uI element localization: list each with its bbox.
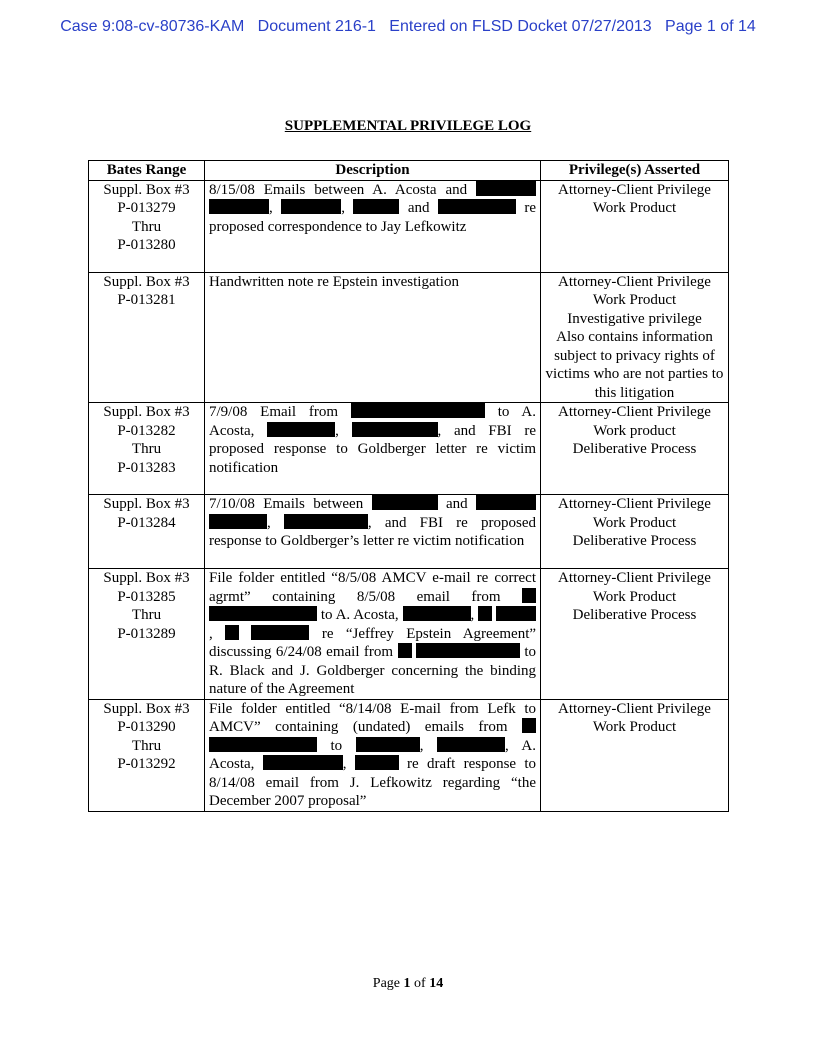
desc-text: Acosta,	[209, 422, 255, 439]
desc-line	[209, 403, 536, 422]
column-header-privilege: Privilege(s) Asserted	[541, 161, 729, 181]
desc-text: , A.	[504, 737, 536, 754]
bates-line: P-013281	[117, 292, 176, 308]
redaction-bar	[353, 199, 399, 214]
description-cell	[205, 569, 541, 700]
redaction-bar	[522, 588, 536, 603]
privilege-cell	[541, 495, 729, 569]
bates-line: P-013282	[117, 422, 176, 439]
redaction-bar	[225, 625, 239, 640]
desc-text: , and FBI re	[437, 422, 536, 439]
privilege-log-table	[88, 160, 729, 812]
table-row	[89, 569, 729, 700]
privilege-cell	[541, 403, 729, 495]
desc-text: ,	[341, 200, 345, 216]
desc-text: response to Goldberger’s letter re victim notification	[209, 533, 525, 549]
redaction-bar	[251, 625, 309, 640]
footer-prefix: Page	[372, 976, 401, 991]
case-header	[0, 18, 816, 36]
privilege-cell	[541, 569, 729, 700]
desc-text: Handwritten note re Epstein investigation	[209, 273, 459, 290]
desc-text: re	[524, 200, 537, 216]
bates-line: Suppl. Box #3	[103, 496, 190, 512]
desc-text: to R. Black and J. Goldberger concerning the binding nature of the Agreement	[209, 644, 537, 697]
redaction-bar	[476, 181, 536, 196]
redaction-bar	[281, 199, 341, 214]
case-number: Case 9:08-cv-80736-KAM	[60, 18, 245, 35]
privilege-item: Work Product	[592, 200, 677, 216]
table-header-row	[89, 161, 729, 181]
desc-text: ,	[419, 737, 424, 754]
redaction-bar	[209, 514, 267, 529]
bates-line: Suppl. Box #3	[103, 700, 190, 717]
privilege-item: Work Product	[592, 514, 677, 531]
page-footer	[0, 976, 816, 992]
footer-of: of	[414, 976, 426, 991]
desc-text: , and FBI re proposed	[367, 514, 536, 531]
bates-line: Suppl. Box #3	[103, 181, 190, 198]
desc-text: ,	[470, 607, 475, 623]
redaction-bar	[438, 199, 516, 214]
desc-text: to A. Acosta,	[320, 607, 399, 623]
privilege-cell	[541, 699, 729, 811]
desc-text: to A.	[497, 404, 537, 420]
bates-line: P-013280	[117, 237, 176, 253]
header-page: Page 1 of 14	[665, 18, 756, 35]
bates-line: Thru	[131, 441, 162, 457]
redaction-bar	[209, 606, 317, 621]
desc-text: 7/9/08 Email from	[209, 404, 339, 420]
privilege-item: Attorney-Client Privilege	[558, 404, 711, 420]
docket-entry: Entered on FLSD Docket 07/27/2013	[389, 18, 652, 35]
bates-line: P-013284	[117, 514, 176, 531]
desc-text: and	[445, 496, 468, 512]
desc-line	[209, 199, 536, 218]
bates-line: P-013292	[117, 756, 176, 772]
redaction-bar	[263, 755, 343, 770]
redaction-bar	[284, 514, 368, 529]
bates-line: Suppl. Box #3	[103, 404, 190, 420]
desc-text: 7/10/08 Emails between	[209, 496, 364, 512]
privilege-item: Work Product	[592, 292, 677, 308]
bates-range-cell	[89, 403, 205, 495]
desc-text: ,	[209, 625, 213, 642]
desc-text: File folder entitled “8/5/08 AMCV e-mail re correct agrmt” containing 8/5/08 email from	[209, 570, 536, 605]
bates-line: P-013290	[117, 719, 176, 735]
redaction-bar	[352, 422, 438, 437]
redaction-bar	[403, 606, 471, 621]
description-cell	[205, 180, 541, 272]
table-row	[89, 272, 729, 403]
redaction-bar	[437, 737, 505, 752]
bates-range-cell	[89, 495, 205, 569]
bates-line: P-013285	[117, 588, 176, 605]
bates-range-cell	[89, 699, 205, 811]
desc-line	[209, 495, 536, 514]
redaction-bar	[209, 737, 317, 752]
redaction-bar	[209, 199, 269, 214]
bates-range-cell	[89, 569, 205, 700]
desc-text: and	[407, 200, 430, 216]
privilege-item: Deliberative Process	[572, 607, 697, 623]
bates-line: P-013279	[117, 200, 176, 216]
desc-text: 8/15/08 Emails between A. Acosta and	[209, 181, 468, 198]
privilege-item: Attorney-Client Privilege	[558, 700, 711, 717]
privilege-item: Investigative privilege	[567, 310, 702, 327]
bates-line: P-013283	[117, 459, 176, 476]
description-cell	[205, 495, 541, 569]
table-row	[89, 495, 729, 569]
description-cell	[205, 403, 541, 495]
redaction-bar	[416, 643, 520, 658]
description-cell	[205, 699, 541, 811]
privilege-item: Work Product	[592, 719, 677, 735]
redaction-bar	[355, 755, 399, 770]
redaction-bar	[267, 422, 335, 437]
footer-total-pages: 14	[429, 976, 444, 991]
desc-text: re draft response to 8/14/08 email from J. Lefkowitz regarding “the December 2007 proposal”	[209, 756, 537, 809]
redaction-bar	[372, 495, 438, 510]
redaction-bar	[522, 718, 536, 733]
desc-text: Acosta,	[209, 756, 255, 772]
desc-line	[209, 181, 536, 200]
bates-line: Thru	[131, 607, 162, 623]
desc-text: ,	[335, 422, 339, 439]
privilege-item: Deliberative Process	[572, 441, 697, 457]
privilege-item: Attorney-Client Privilege	[558, 273, 711, 290]
privilege-item: Attorney-Client Privilege	[558, 570, 711, 586]
bates-line: Suppl. Box #3	[103, 273, 190, 290]
redaction-bar	[478, 606, 492, 621]
redaction-bar	[356, 737, 420, 752]
desc-text: re “Jeffrey Epstein Agreement” discussing 6/24/08 email from	[209, 625, 537, 660]
privilege-item: Also contains information subject to privacy rights of victims who are not parties to this litigation	[545, 329, 724, 401]
bates-range-cell	[89, 272, 205, 403]
privilege-item: Attorney-Client Privilege	[558, 496, 711, 512]
redaction-bar	[496, 606, 536, 621]
bates-line: Suppl. Box #3	[103, 570, 190, 586]
page-title: SUPPLEMENTAL PRIVILEGE LOG	[284, 118, 532, 134]
table-row	[89, 403, 729, 495]
desc-line	[209, 514, 536, 533]
bates-line: Thru	[131, 218, 162, 235]
description-cell	[205, 272, 541, 403]
privilege-item: Attorney-Client Privilege	[558, 181, 711, 198]
redaction-bar	[351, 403, 485, 418]
privilege-item: Deliberative Process	[572, 533, 697, 549]
desc-text: proposed correspondence to Jay Lefkowitz	[209, 218, 467, 235]
bates-range-cell	[89, 180, 205, 272]
column-header-bates: Bates Range	[89, 161, 205, 181]
privilege-item: Work Product	[592, 588, 677, 605]
desc-text: to	[330, 737, 343, 754]
desc-text: proposed response to Goldberger letter re victim notification	[209, 441, 536, 476]
footer-current-page: 1	[403, 976, 411, 991]
desc-text: ,	[269, 200, 273, 216]
bates-line: Thru	[131, 737, 162, 754]
privilege-cell	[541, 272, 729, 403]
redaction-bar	[398, 643, 412, 658]
privilege-cell	[541, 180, 729, 272]
redaction-bar	[476, 495, 536, 510]
bates-line: P-013289	[117, 625, 176, 642]
table-row	[89, 699, 729, 811]
document-number: Document 216-1	[257, 18, 376, 35]
desc-line	[209, 422, 536, 441]
desc-text: ,	[342, 756, 347, 772]
privilege-item: Work product	[593, 422, 676, 439]
table-row	[89, 180, 729, 272]
column-header-description: Description	[205, 161, 541, 181]
desc-text: ,	[267, 514, 271, 531]
desc-text: File folder entitled “8/14/08 E-mail from Lefk to AMCV” containing (undated) emails from	[209, 700, 536, 735]
